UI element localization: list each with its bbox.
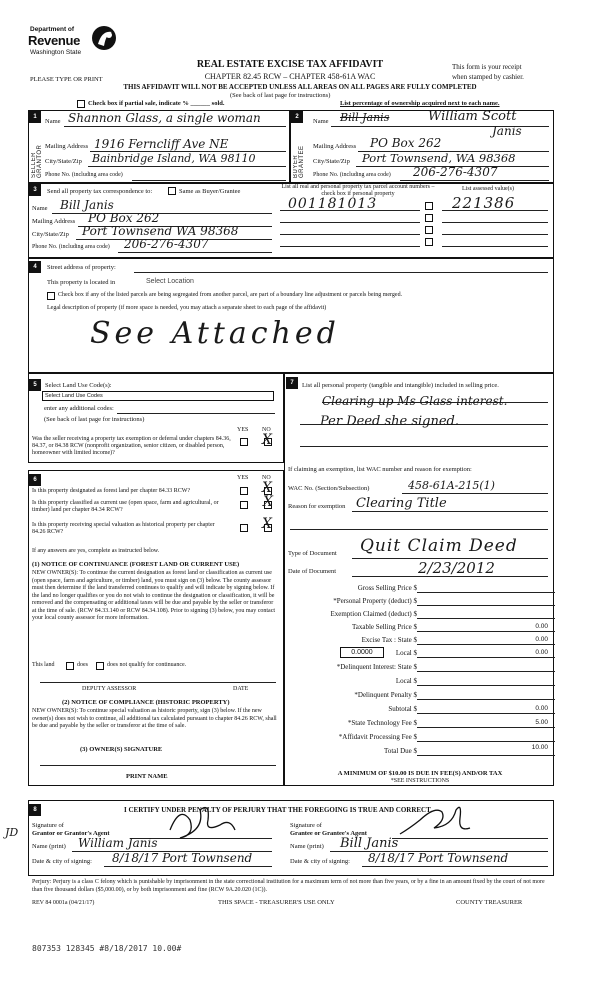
grantee-signature[interactable] [390,798,500,842]
fee-subtotal-value: 0.00 [535,705,548,712]
s3-assessed-header: List assessed value(s) [462,186,514,192]
s6-compliance-title: (2) NOTICE OF COMPLIANCE (HISTORIC PROPERTY) [62,699,230,706]
s3-parcel-header: List all real and personal property tax parcel account numbers – check box if personal property [281,184,435,197]
s2-mailing-label: Mailing Address [313,143,357,150]
s2-phone-label: Phone No. (including area code) [313,172,391,178]
s3-parcel2-checkbox[interactable] [425,214,433,222]
s8-grantor-name[interactable]: William Janis [78,836,158,850]
s6-q3-no-mark: X [262,516,272,532]
section-1-number: 1 [29,111,41,123]
s2-city-value[interactable]: Port Townsend, WA 98368 [362,151,516,165]
s6-yes: YES [237,475,249,481]
s1-mailing-label: Mailing Address [45,143,89,150]
s3-city-value[interactable]: Port Townsend WA 98368 [82,224,239,238]
s7-wac-value[interactable]: 458-61A-215(1) [408,479,495,492]
s2-phone-value[interactable]: 206-276-4307 [413,165,498,179]
s3-mailing-value[interactable]: PO Box 262 [88,211,160,225]
s6-continuance-text: NEW OWNER(S): To continue the current designation as forest land or classification as current use (open space, farm and agriculture, or timber) land, you must sign on (3) below. The county assessor must then determine if the land transferred continues to qualify and will indicate by signing below. If the land no longer qualifies or you do not wish to continue the designation or classification, it will be removed and the compensating or additional taxes will be due and payable by the seller or transferor at the time of sale. (RCW 84.33.140 or RCW 84.34.108). Prior to signing (3) below, you may contact your local county assessor for more information. [32,570,276,621]
s6-q3-yes-checkbox[interactable] [240,524,248,532]
s3-assessed-value[interactable]: 221386 [452,194,516,212]
s6-q1: Is this property designated as forest land per chapter 84.33 RCW? [32,488,191,494]
s6-if-yes: If any answers are yes, complete as instructed below. [32,548,160,554]
ownership-note: List percentage of ownership acquired next to each name. [340,100,500,107]
s4-location-select[interactable]: Select Location [146,278,194,285]
s2-name-value[interactable]: William Scott [428,109,517,124]
s6-q1-no-mark: X [262,480,272,496]
fee-minimum-note: A MINIMUM OF $10.00 IS DUE IN FEE(S) AND/OR TAX [337,770,503,777]
s1-phone-label: Phone No. (including area code) [45,172,123,178]
fee-personal-label: *Personal Property (deduct) $ [333,597,417,605]
s4-segregated-label: Check box if any of the listed parcels are being segregated from another parcel, are part of a boundary line adjustment or parcels being merged. [58,292,403,298]
s3-parcel4-checkbox[interactable] [425,238,433,246]
fee-total-label: Total Due $ [384,747,417,755]
s7-doc-type-value[interactable]: Quit Claim Deed [360,536,518,556]
fee-tech-value: 5.00 [535,719,548,726]
fee-tech-label: *State Technology Fee $ [347,719,417,727]
s5-additional-label: enter any additional codes: [44,405,114,412]
s7-exemption-label: If claiming an exemption, list WAC number and reason for exemption: [288,466,472,473]
s6-owner-sig-label: (3) OWNER(S) SIGNATURE [80,746,163,753]
s3-parcel1-checkbox[interactable] [425,202,433,210]
fee-delinq-state-label: *Delinquent Interest: State $ [336,663,417,671]
s1-name-label: Name [45,118,61,125]
s1-mailing-value[interactable]: 1916 Ferncliff Ave NE [94,137,229,151]
s1-city-label: City/State/Zip [45,158,82,165]
s7-reason-value[interactable]: Clearing Title [356,496,447,511]
fee-local-value: 0.00 [535,649,548,656]
s6-q3: Is this property receiving special valuation as historical property per chapter 84.26 RCW? [32,522,215,535]
s7-personal-line2[interactable]: Per Deed she signed. [320,414,460,429]
s4-street-label: Street address of property: [47,264,116,271]
section-6-box [28,470,284,786]
fee-excise-state-label: Excise Tax : State $ [361,636,417,644]
s4-located-label: This property is located in [47,279,116,286]
s3-phone-value[interactable]: 206-276-4307 [124,237,209,251]
s8-perjury: Perjury: Perjury is a class C felony which is punishable by imprisonment in the state correctional institution for a maximum term of not more than five years, or by a fine in an amount fixed by the court of not more than five thousand dollars ($5,000.00), or by both imprisonment and fine (RCW 9A.20.020 (1C)). [32,879,545,893]
fee-taxable-label: Taxable Selling Price $ [351,623,417,631]
s3-phone-label: Phone No. (including area code) [32,244,110,250]
fee-subtotal-label: Subtotal $ [388,705,417,713]
fee-total-value: 10.00 [531,744,548,751]
fee-see-instructions: *SEE INSTRUCTIONS [390,778,450,784]
buyer-grantee-label: BUYER GRANTEE [293,145,305,178]
section-2-number: 2 [291,111,303,123]
s2-name-label: Name [313,118,329,125]
s6-does: does [77,662,88,668]
fee-excise-state-value: 0.00 [535,636,548,643]
s6-does-checkbox[interactable] [66,662,74,670]
s8-grantee-date-city[interactable]: 8/18/17 Port Townsend [368,851,509,865]
s6-does-not: does not qualify for continuance. [107,662,187,668]
s5-yes-checkbox[interactable] [240,438,248,446]
s3-name-value[interactable]: Bill Janis [60,198,114,212]
s3-send-label: Send all property tax correspondence to: [47,188,153,195]
s3-same-checkbox[interactable] [168,187,176,195]
s2-name-struck: Bill Janis [340,111,390,124]
s5-no: NO [262,427,271,433]
s3-same-label: Same as Buyer/Grantee [179,188,241,195]
s8-margin-initials: JD [5,826,19,839]
form-title: REAL ESTATE EXCISE TAX AFFIDAVIT [196,59,384,70]
see-back: (See back of last page for instructions) [230,92,331,99]
s6-q2: Is this property classified as current use (open space, farm and agricultural, or timber) land per chapter 84.34 RCW? [32,500,219,513]
s8-grantor-date-label: Date & city of signing: [32,858,92,865]
section-6-number: 6 [29,474,41,486]
s8-grantee-date-label: Date & city of signing: [290,858,350,865]
s2-city-label: City/State/Zip [313,158,350,165]
s8-grantee-sig-label1: Signature of [290,822,322,829]
s8-certify: I CERTIFY UNDER PENALTY OF PERJURY THAT THE FOREGOING IS TRUE AND CORRECT. [124,806,433,814]
s5-land-use-select[interactable]: Select Land Use Codes [42,391,274,401]
s8-grantee-name[interactable]: Bill Janis [340,836,399,851]
s8-grantor-sig-label1: Signature of [32,822,64,829]
s7-doc-type-label: Type of Document [288,550,337,557]
section-8-number: 8 [29,804,41,816]
s5-question: Was the seller receiving a property tax exemption or deferral under chapters 84.36, 84.37, or 84.38 RCW (nonprofit organization, senior citizen, or disabled person, homeowner with limited income)? [32,436,231,456]
s7-doc-date-label: Date of Document [288,568,337,575]
s3-name-label: Name [32,205,48,212]
s4-legal-value[interactable]: See Attached [90,316,340,351]
fee-gross-label: Gross Selling Price $ [357,584,417,592]
s8-grantor-date-city[interactable]: 8/18/17 Port Townsend [112,851,253,865]
s4-segregated-checkbox[interactable] [47,292,55,300]
s5-land-use-label: Select Land Use Code(s): [45,382,112,389]
dor-logo [28,22,128,66]
fee-exemption-label: Exemption Claimed (deduct) $ [330,610,417,618]
s6-print-name: PRINT NAME [126,773,168,780]
section-7-number: 7 [286,377,298,389]
s8-grantee-name-label: Name (print) [290,843,324,850]
s2-name-value2[interactable]: Janis [492,124,522,138]
s2-mailing-value[interactable]: PO Box 262 [370,136,442,150]
s4-legal-label: Legal description of property (if more space is needed, you may attach a separate sheet to each page of the affidavit) [47,305,327,311]
please-type: PLEASE TYPE OR PRINT [30,76,103,83]
section-5-number: 5 [29,379,41,391]
s6-does-not-checkbox[interactable] [96,662,104,670]
s3-parcel3-checkbox[interactable] [425,226,433,234]
s8-grantee-sig-label2: Grantee or Grantee's Agent [290,830,367,837]
fee-local-rate[interactable]: 0.0000 [340,647,384,658]
s6-date-label: DATE [233,686,249,692]
footer-county-treasurer: COUNTY TREASURER [456,899,523,906]
receipt-line1: This form is your receipt [452,63,522,71]
s6-compliance-text: NEW OWNER(S): To continue special valuation as historic property, sign (3) below. If the new owner(s) does not wish to continue, all additional tax calculated pursuant to chapter 84.26 RCW, shall be due and payable by the seller or transferor at the time of sale. [32,708,277,729]
grantor-signature[interactable] [150,800,260,844]
s7-doc-date-value[interactable]: 2/23/2012 [418,559,495,577]
seller-grantor-label: SELLER GRANTOR [31,144,43,178]
s5-see-back: (See back of last page for instructions) [44,416,145,423]
s6-deputy-label: DEPUTY ASSESSOR [82,686,137,692]
footer-form-no: REV 84 0001a (04/21/17) [32,900,95,906]
s6-continuance-title: (1) NOTICE OF CONTINUANCE (FOREST LAND OR CURRENT USE) [32,561,240,568]
s8-grantor-name-label: Name (print) [32,843,66,850]
s6-this-land: This land [32,662,55,668]
agency-line2: Revenue [28,33,81,48]
fee-local-label: Local $ [395,649,417,657]
receipt-stamp: 807353 128345 #8/18/2017 10.00# [32,944,182,953]
s6-q2-no-mark: X [263,494,273,510]
s6-q1-yes-checkbox[interactable] [240,487,248,495]
dor-logo-icon [90,24,120,52]
s7-wac-label: WAC No. (Section/Subsection) [288,485,370,492]
agency-line1: Department of [30,26,75,33]
s8-grantor-sig-label2: Grantor or Grantor's Agent [32,830,110,837]
fee-taxable-value: 0.00 [535,623,548,630]
s1-city-value[interactable]: Bainbridge Island, WA 98110 [92,152,256,165]
section-4-number: 4 [29,261,41,273]
s6-q2-yes-checkbox[interactable] [240,501,248,509]
partial-sale-label: Check box if partial sale, indicate % ______ sold. [88,100,225,107]
s5-no-mark: X [262,432,272,448]
s7-personal-line1[interactable]: Clearing up Ms Glass interest. [322,394,508,408]
form-chapter: CHAPTER 82.45 RCW – CHAPTER 458-61A WAC [204,72,376,81]
s7-personal-label: List all personal property (tangible and intangible) included in selling price. [302,382,499,389]
form-warning: THIS AFFIDAVIT WILL NOT BE ACCEPTED UNLESS ALL AREAS ON ALL PAGES ARE FULLY COMPLETED [123,83,477,91]
s7-reason-label: Reason for exemption [288,503,346,510]
fee-delinq-local-label: Local $ [395,677,417,685]
s6-no: NO [262,475,271,481]
footer-treasurer-space: THIS SPACE - TREASURER'S USE ONLY [218,899,335,906]
s3-mailing-label: Mailing Address [32,218,76,225]
s1-name-value[interactable]: Shannon Glass, a single woman [68,111,261,125]
partial-sale-checkbox[interactable] [77,100,85,108]
fee-affidavit-label: *Affidavit Processing Fee $ [338,733,417,741]
s3-parcel-value[interactable]: 001181013 [288,196,378,212]
s3-city-label: City/State/Zip [32,231,69,238]
section-3-number: 3 [29,184,41,196]
s5-yes: YES [237,427,249,433]
fee-delinq-penalty-label: *Delinquent Penalty $ [354,691,417,699]
receipt-line2: when stamped by cashier. [452,73,524,81]
agency-line3: Washington State [30,49,82,56]
